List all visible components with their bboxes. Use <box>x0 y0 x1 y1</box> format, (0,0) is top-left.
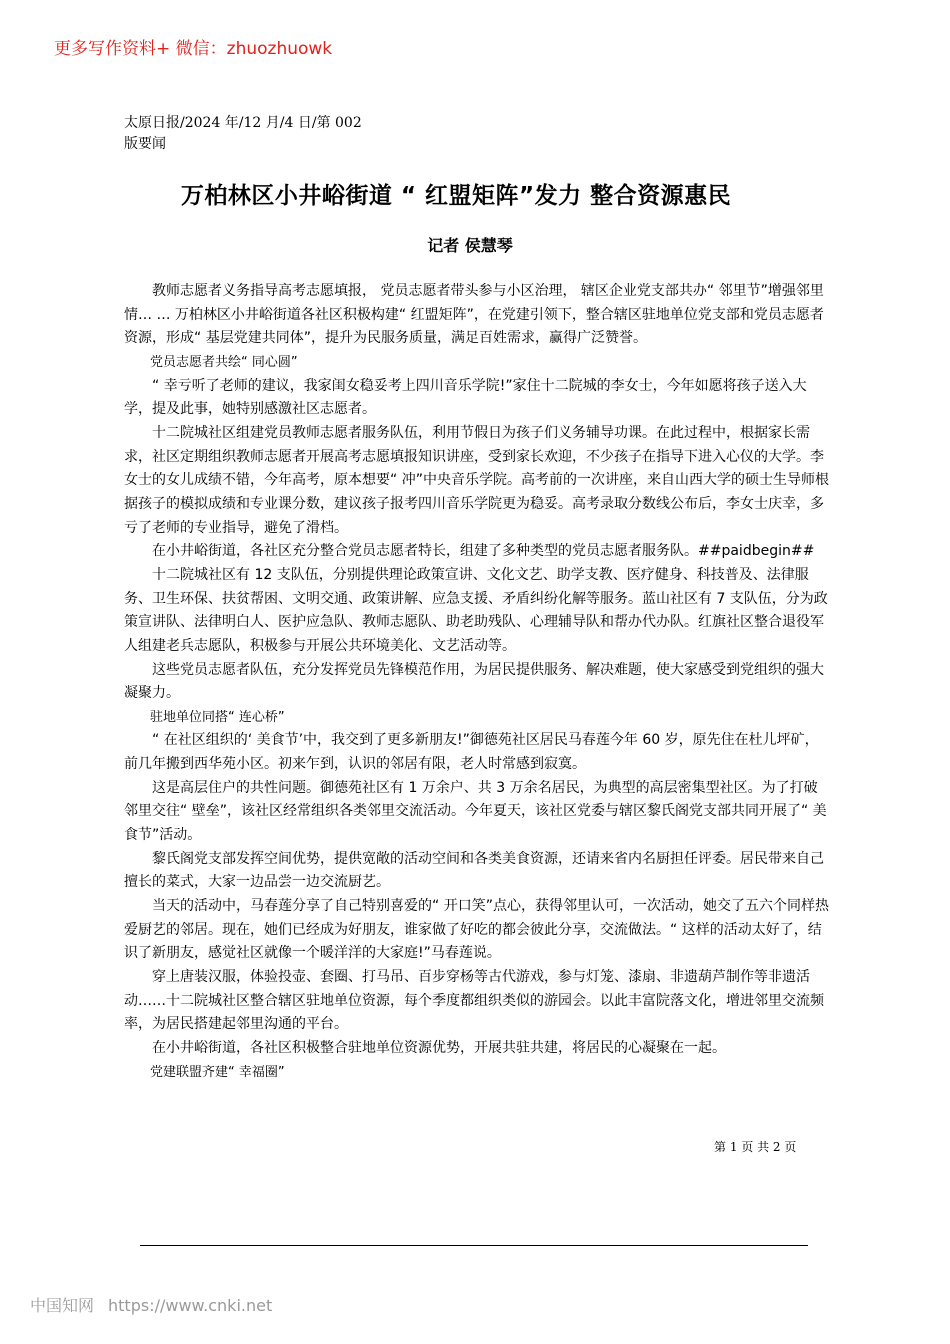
article-author: 记者 侯慧琴 <box>427 236 513 255</box>
footer-divider <box>140 1245 808 1246</box>
watermark-url: https://www.cnki.net <box>108 1296 273 1315</box>
source-info <box>124 113 362 155</box>
paragraph: “ 在社区组织的‘ 美食节’中，我交到了更多新朋友!”御德苑社区居民马春莲今年 60 岁，原先住在杜儿坪矿，前几年搬到西华苑小区。初来乍到，认识的邻居有限，老人时常感到寂寞。 <box>124 732 819 773</box>
paragraph: 十二院城社区组建党员教师志愿者服务队伍，利用节假日为孩子们义务辅导功课。在此过程中，根据家长需求，社区定期组织教师志愿者开展高考志愿填报知识讲座，受到家长欢迎，不少孩子在指导下进入心仪的大学。李女士的女儿成绩不错，今年高考，原本想要“ 冲”中央音乐学院。高考前的一次讲座，来自山西大学的硕士生导师根据孩子的模拟成绩和专业课分数，建议孩子报考四川音乐学院更为稳妥。高考录取分数线公布后，李女士庆幸，多亏了老师的专业指导，避免了滑档。 <box>124 424 829 536</box>
section-heading: 驻地单位同搭“ 连心桥” <box>150 709 285 725</box>
paragraph: 在小井峪街道，各社区充分整合党员志愿者特长，组建了多种类型的党员志愿者服务队。##paidbegin## <box>152 543 815 560</box>
paragraph: 黎氏阁党支部发挥空间优势，提供宽敞的活动空间和各类美食资源，还请来省内名厨担任评委。居民带来自己擅长的菜式，大家一边品尝一边交流厨艺。 <box>124 850 824 891</box>
paragraph: 这些党员志愿者队伍，充分发挥党员先锋模范作用，为居民提供服务、解决难题，使大家感受到党组织的强大凝聚力。 <box>124 661 824 702</box>
section-heading: 党员志愿者共绘“ 同心圆” <box>150 354 298 370</box>
paragraph: 穿上唐装汉服，体验投壶、套圈、打马吊、百步穿杨等古代游戏，参与灯笼、漆扇、非遗葫芦制作等非遗活动……十二院城社区整合辖区驻地单位资源，每个季度都组织类似的游园会。以此丰富院落文化，增进邻里交流频率，为居民搭建起邻里沟通的平台。 <box>124 969 824 1033</box>
paragraph: 当天的活动中，马春莲分享了自己特别喜爱的“ 开口笑”点心，获得邻里认可，一次活动，她交了五六个同样热爱厨艺的邻居。现在，她们已经成为好朋友，谁家做了好吃的都会彼此分享，交流做法。“ 这样的活动太好了，结识了新朋友，感觉社区就像一个暖洋洋的大家庭!”马春莲说。 <box>124 898 829 962</box>
watermark <box>30 1293 286 1316</box>
article-body <box>124 280 830 1084</box>
paragraph: 这是高层住户的共性问题。御德苑社区有 1 万余户、共 3 万余名居民，为典型的高层密集型社区。为了打破邻里交往“ 壁垒”，该社区经常组织各类邻里交流活动。今年夏天，该社区党委与辖区黎氏阁党支部共同开展了“ 美食节”活动。 <box>124 779 827 844</box>
paragraph: “ 幸亏听了老师的建议，我家闺女稳妥考上四川音乐学院!”家住十二院城的李女士，今年如愿将孩子送入大学，提及此事，她特别感激社区志愿者。 <box>124 377 807 418</box>
source-line-2: 版要闻 <box>124 136 166 152</box>
paragraph: 教师志愿者义务指导高考志愿填报， 党员志愿者带头参与小区治理， 辖区企业党支部共办“ 邻里节”增强邻里情… … 万柏林区小井峪街道各社区积极构建“ 红盟矩阵”，在党建引领下，整合辖区驻地单位党支部和党员志愿者资源，形成“ 基层党建共同体”，提升为民服务质量，满足百姓需求，赢得广泛赞誉。 <box>124 283 824 347</box>
source-line-1: 太原日报/2024 年/12 月/4 日/第 002 <box>124 115 362 131</box>
paragraph: 十二院城社区有 12 支队伍，分别提供理论政策宣讲、文化文艺、助学支教、医疗健身、科技普及、法律服务、卫生环保、扶贫帮困、文明交通、政策讲解、应急支援、矛盾纠纷化解等服务。蓝山社区有 7 支队伍，分为政策宣讲队、法律明白人、医护应急队、教师志愿队、助老助残队、心理辅导队和帮办代办队。红旗社区整合退役军人组建老兵志愿队，积极参与开展公共环境美化、文艺活动等。 <box>124 566 828 654</box>
page-number: 第 1 页 共 2 页 <box>714 1140 797 1154</box>
promo-banner[interactable]: 更多写作资料+ 微信：zhuozhuowk <box>54 39 333 59</box>
section-heading: 党建联盟齐建“ 幸福圈” <box>150 1064 285 1080</box>
watermark-brand: 中国知网 <box>30 1296 95 1315</box>
paragraph: 在小井峪街道，各社区积极整合驻地单位资源优势，开展共驻共建，将居民的心凝聚在一起。 <box>152 1040 726 1056</box>
article-title: 万柏林区小井峪街道 “ 红盟矩阵”发力 整合资源惠民 <box>180 183 732 209</box>
